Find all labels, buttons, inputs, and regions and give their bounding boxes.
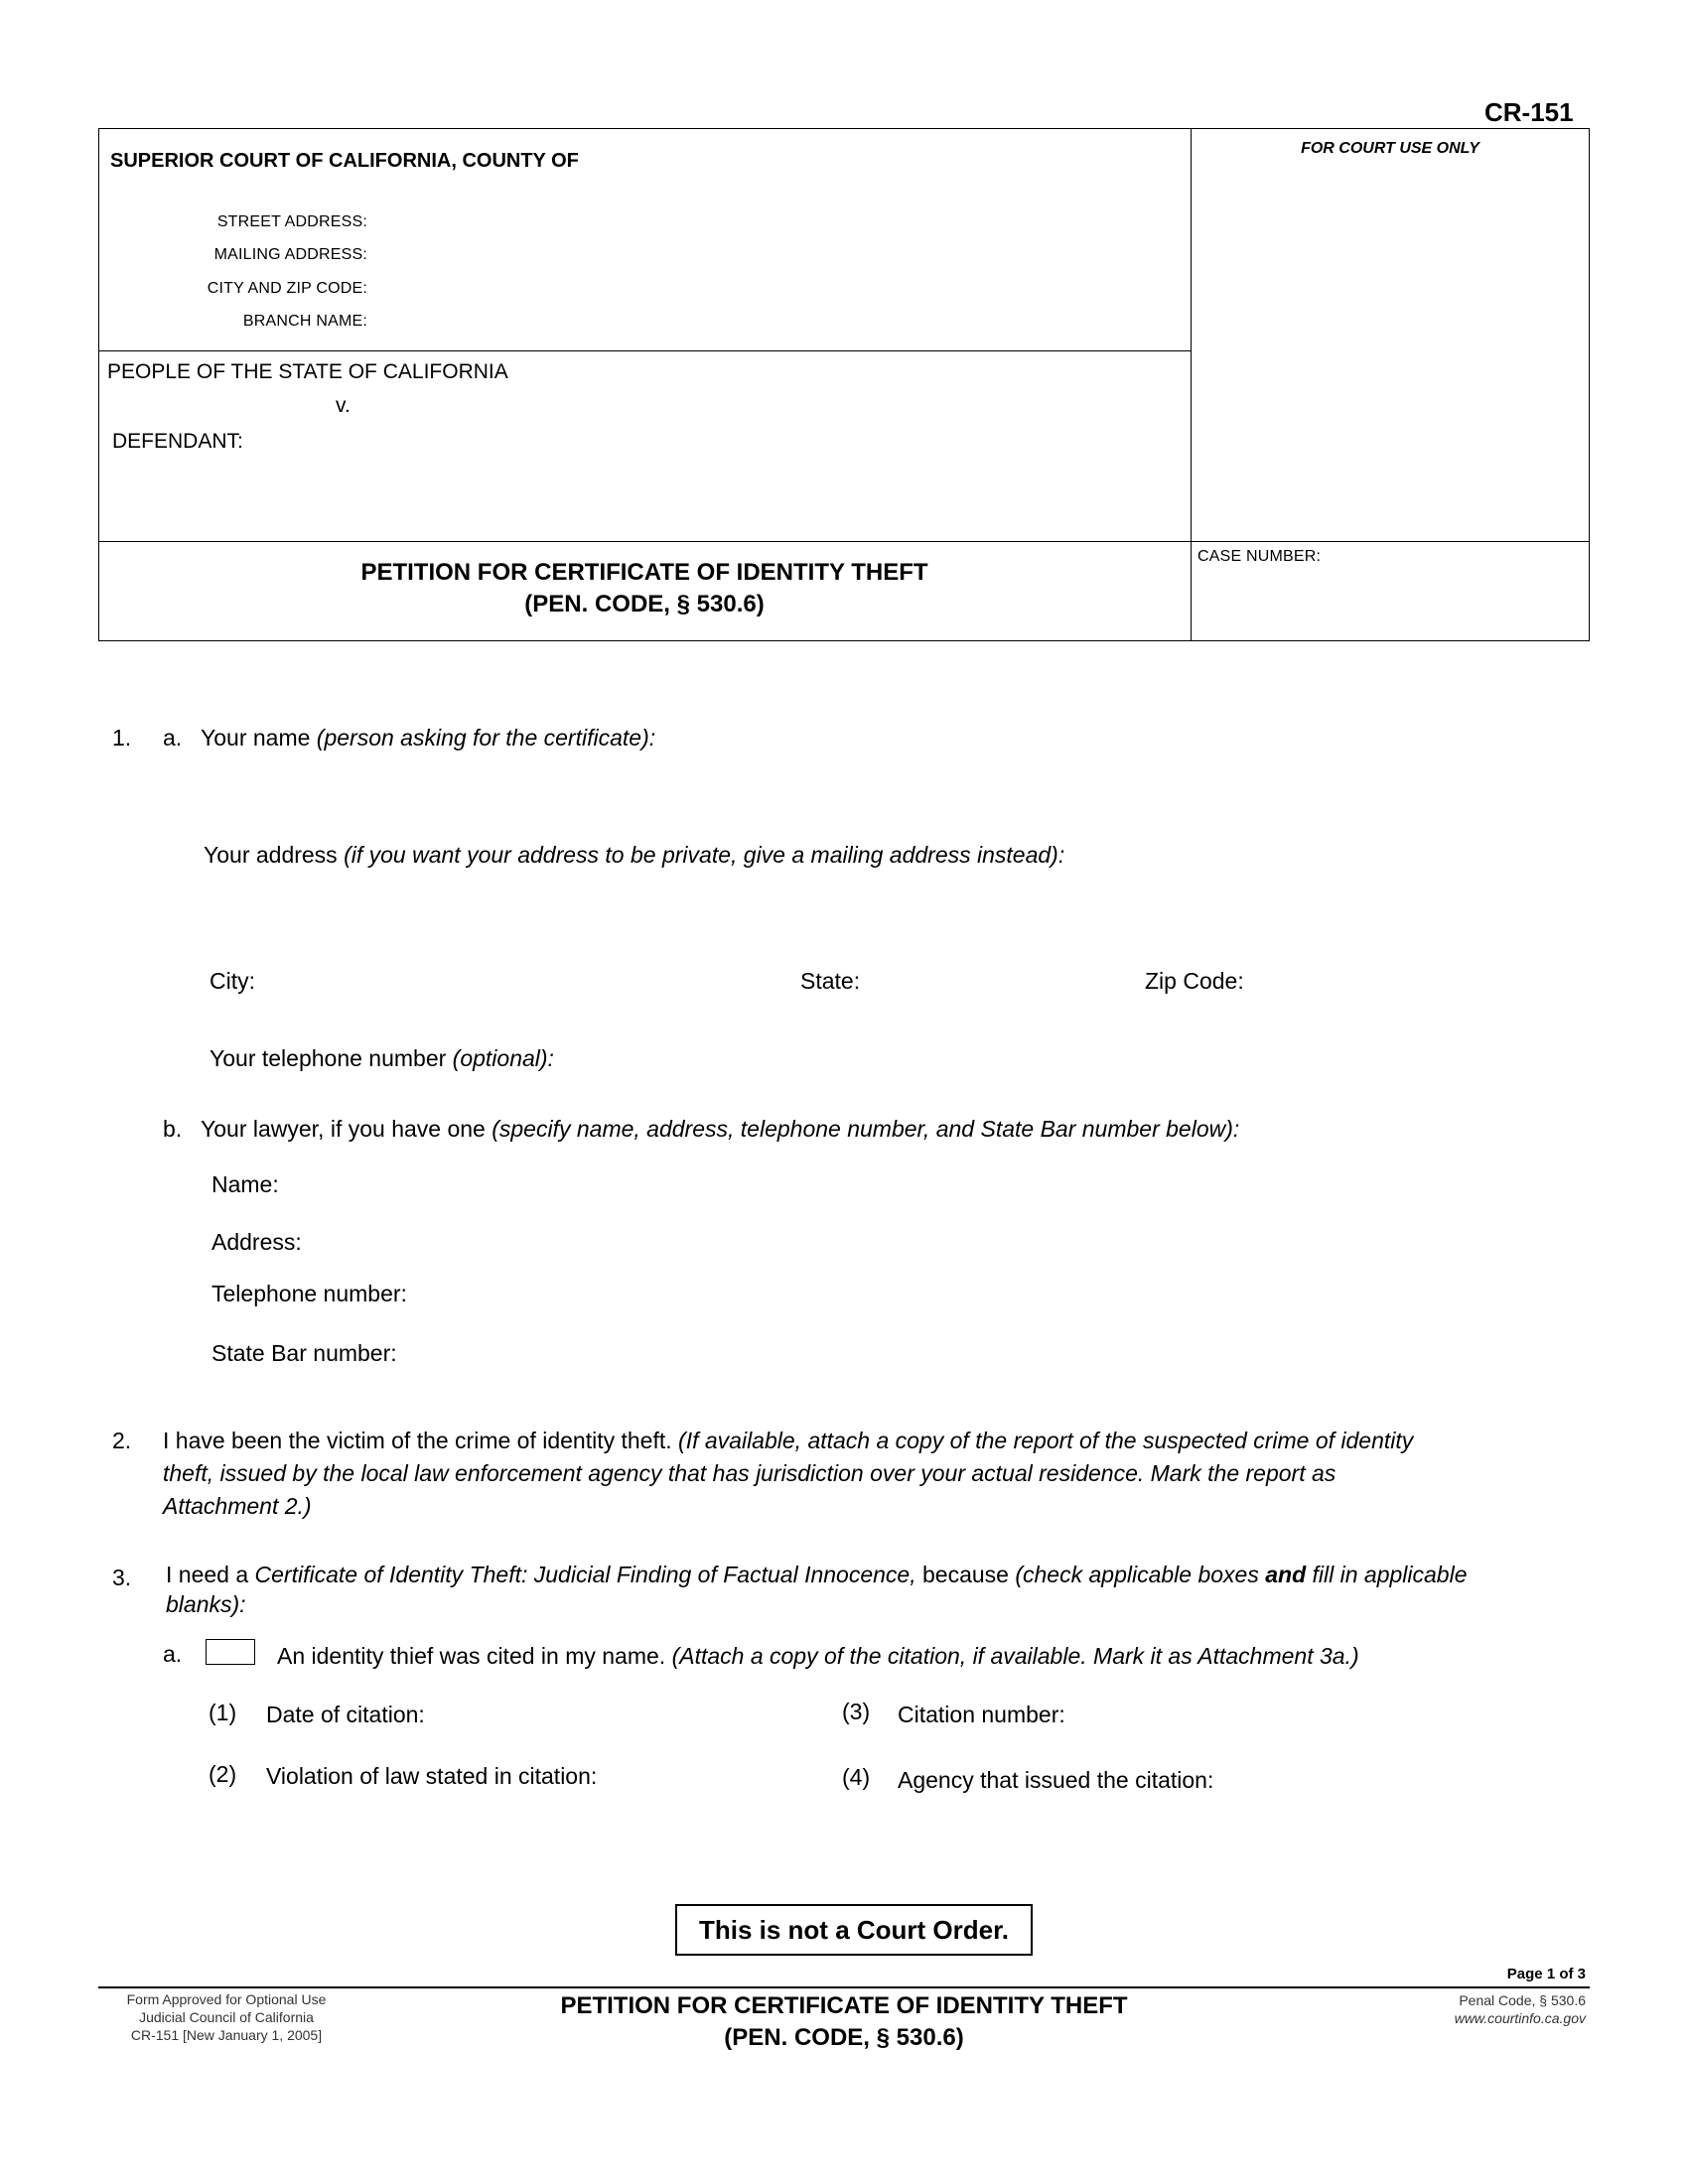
court-use-only-label: FOR COURT USE ONLY xyxy=(1301,140,1479,157)
item1-number: 1. xyxy=(112,725,132,751)
telephone-hint: (optional): xyxy=(452,1045,554,1071)
city-label: City: xyxy=(210,968,255,994)
footer-left-line1: Form Approved for Optional Use xyxy=(126,1991,327,2007)
sub4-number: (4) xyxy=(842,1764,871,1790)
case-number-label: CASE NUMBER: xyxy=(1197,548,1322,565)
defendant-label: DEFENDANT: xyxy=(112,430,243,453)
versus-label: v. xyxy=(336,394,351,417)
mailing-address-input[interactable] xyxy=(377,244,1172,266)
date-of-citation-input[interactable] xyxy=(445,1701,812,1728)
item3-hint-a: (check applicable boxes xyxy=(1015,1562,1266,1587)
citation-number-label: Citation number: xyxy=(898,1702,1065,1727)
footer-rule xyxy=(98,1986,1590,1988)
your-name-input[interactable] xyxy=(209,764,1579,794)
citation-number-input[interactable] xyxy=(1092,1701,1579,1728)
item3-hint-b: fill in applicable xyxy=(1306,1562,1468,1587)
your-address-input[interactable] xyxy=(209,884,1579,913)
telephone-input[interactable] xyxy=(596,1045,1291,1073)
agency-label: Agency that issued the citation: xyxy=(898,1767,1214,1793)
item3a-checkbox[interactable] xyxy=(206,1639,255,1665)
item3-hint-and: and xyxy=(1265,1562,1307,1587)
footer-title-line2: (PEN. CODE, § 530.6) xyxy=(724,2024,964,2051)
telephone-label: Your telephone number xyxy=(210,1045,453,1071)
not-court-order-notice: This is not a Court Order. xyxy=(675,1904,1033,1956)
item3a-line xyxy=(277,1643,1359,1670)
lawyer-name-label: Name: xyxy=(211,1171,279,1197)
lawyer-hint: (specify name, address, telephone number, and State Bar number below): xyxy=(492,1116,1240,1142)
item3-line1 xyxy=(166,1562,1468,1588)
your-address-line xyxy=(204,842,1064,869)
your-name-label: Your name xyxy=(201,725,317,751)
form-id: CR-151 xyxy=(1484,97,1574,127)
city-input[interactable] xyxy=(273,968,779,996)
your-name-hint: (person asking for the certificate): xyxy=(316,725,656,751)
zip-code-label: Zip Code: xyxy=(1145,968,1244,994)
item2-hint-line3: Attachment 2.) xyxy=(163,1493,312,1519)
item3a-text: An identity thief was cited in my name. xyxy=(277,1643,672,1669)
item2-hint-line1: (If available, attach a copy of the report of the suspected crime of identity xyxy=(678,1428,1414,1453)
city-zip-label: CITY AND ZIP CODE: xyxy=(207,280,367,297)
item3-certificate-title: Certificate of Identity Theft: Judicial Finding of Factual Innocence, xyxy=(254,1562,916,1587)
lawyer-telephone-label: Telephone number: xyxy=(211,1281,407,1306)
lawyer-address-label: Address: xyxy=(211,1229,302,1255)
state-bar-input[interactable] xyxy=(422,1340,1579,1368)
lawyer-address-input[interactable] xyxy=(318,1229,1579,1257)
lawyer-label: Your lawyer, if you have one xyxy=(201,1116,492,1142)
zip-code-input[interactable] xyxy=(1261,968,1579,996)
people-label: PEOPLE OF THE STATE OF CALIFORNIA xyxy=(107,360,508,383)
item2-number: 2. xyxy=(112,1428,132,1453)
item2-line1 xyxy=(163,1428,1413,1454)
sub3-number: (3) xyxy=(842,1699,871,1724)
footer-left-line2: Judicial Council of California xyxy=(139,2009,314,2025)
street-address-label: STREET ADDRESS: xyxy=(216,213,367,230)
caption-title-line2: (PEN. CODE, § 530.6) xyxy=(524,591,765,617)
state-bar-label: State Bar number: xyxy=(211,1340,397,1366)
page-number: Page 1 of 3 xyxy=(1506,1966,1586,1982)
branch-name-label: BRANCH NAME: xyxy=(242,313,367,330)
your-name-line xyxy=(201,725,655,751)
item3-text-a: I need a xyxy=(166,1562,255,1587)
item2-statement: I have been the victim of the crime of identity theft. xyxy=(163,1428,679,1453)
caption-divider-vertical xyxy=(1191,128,1192,641)
courtinfo-link[interactable]: www.courtinfo.ca.gov xyxy=(1454,2010,1586,2026)
state-label: State: xyxy=(800,968,861,994)
lawyer-name-input[interactable] xyxy=(298,1171,1579,1199)
agency-input[interactable] xyxy=(1251,1766,1579,1794)
your-address-hint: (if you want your address to be private, give a mailing address instead): xyxy=(344,842,1065,868)
footer-title-line1: PETITION FOR CERTIFICATE OF IDENTITY THEFT xyxy=(560,1992,1128,2019)
lawyer-telephone-input[interactable] xyxy=(437,1281,1579,1308)
item3-number: 3. xyxy=(112,1565,132,1590)
item1b-letter: b. xyxy=(163,1116,183,1142)
telephone-line xyxy=(210,1045,554,1072)
caption-divider-court xyxy=(98,350,1192,351)
lawyer-line xyxy=(201,1116,1239,1143)
footer-left-line3: CR-151 [New January 1, 2005] xyxy=(130,2027,323,2043)
date-of-citation-label: Date of citation: xyxy=(266,1702,425,1727)
sub1-number: (1) xyxy=(209,1700,237,1725)
caption-title-line1: PETITION FOR CERTIFICATE OF IDENTITY THEFT xyxy=(360,559,928,586)
street-address-input[interactable] xyxy=(377,211,1172,233)
item2-hint-line2: theft, issued by the local law enforcement agency that has jurisdiction over your actual residence. Mark the report as xyxy=(163,1460,1336,1486)
item3-text-b: because xyxy=(915,1562,1016,1587)
violation-of-law-label: Violation of law stated in citation: xyxy=(266,1763,598,1789)
sub2-number: (2) xyxy=(209,1761,237,1787)
item3-hint-line2: blanks): xyxy=(166,1591,246,1617)
city-zip-input[interactable] xyxy=(377,278,1172,300)
case-number-input[interactable] xyxy=(1201,581,1579,607)
court-name-label: SUPERIOR COURT OF CALIFORNIA, COUNTY OF xyxy=(110,150,579,172)
your-address-label: Your address xyxy=(204,842,345,868)
caption-divider-parties xyxy=(98,541,1590,542)
defendant-input[interactable] xyxy=(268,429,1162,455)
footer-right-line1: Penal Code, § 530.6 xyxy=(1459,1992,1586,2008)
county-input[interactable] xyxy=(635,149,1172,175)
item3a-letter: a. xyxy=(163,1641,183,1667)
item1a-letter: a. xyxy=(163,725,183,751)
branch-name-input[interactable] xyxy=(377,311,1172,333)
violation-of-law-input[interactable] xyxy=(635,1762,824,1790)
state-input[interactable] xyxy=(874,968,1132,996)
mailing-address-label: MAILING ADDRESS: xyxy=(213,246,367,263)
item3a-hint: (Attach a copy of the citation, if available. Mark it as Attachment 3a.) xyxy=(671,1643,1359,1669)
